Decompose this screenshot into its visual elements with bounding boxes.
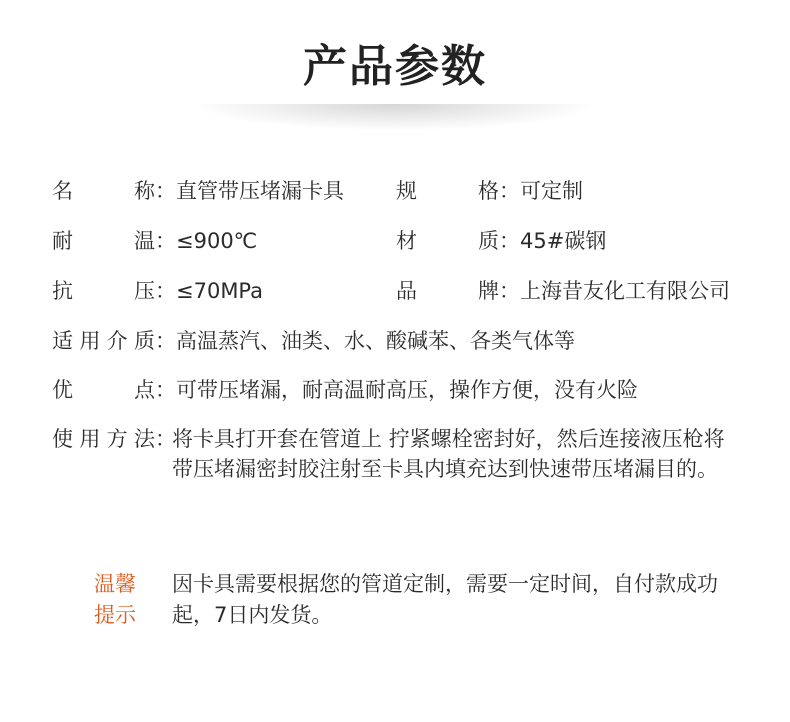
param-value: ≤70MPa: [176, 279, 264, 303]
param-value: 上海昔友化工有限公司: [520, 279, 730, 303]
param-row-spec: [396, 176, 583, 206]
param-label: 优点: [52, 378, 155, 402]
colon: ：: [499, 179, 520, 203]
colon: ：: [499, 279, 520, 303]
param-row-brand: [396, 276, 730, 306]
param-label: 材质: [396, 229, 499, 253]
param-value: 可带压堵漏，耐高温耐高压，操作方便，没有火险: [176, 378, 638, 402]
tip-label: 温馨提示: [94, 572, 136, 627]
param-row-material: [396, 226, 606, 256]
colon: ：: [155, 279, 176, 303]
usage-text: 将卡具打开套在管道上 拧紧螺栓密封好，然后连接液压枪将带压堵漏密封胶注射至卡具内填充达到快速带压堵漏目的。: [172, 427, 725, 481]
title-shadow-divider: [195, 104, 595, 130]
param-row-pressure: [52, 276, 263, 306]
param-label: 名称: [52, 179, 155, 203]
param-label: 适用介质: [52, 329, 155, 353]
colon: ：: [155, 378, 176, 402]
param-label: 品牌: [396, 279, 499, 303]
param-row-medium: [52, 326, 575, 356]
param-value: ≤900℃: [176, 229, 258, 253]
param-label: 耐温: [52, 229, 155, 253]
colon: ：: [155, 427, 176, 451]
param-row-name: [52, 176, 344, 206]
param-row-temperature: [52, 226, 257, 256]
tip-text: 因卡具需要根据您的管道定制，需要一定时间，自付款成功起，7日内发货。: [172, 572, 718, 627]
param-value: 直管带压堵漏卡具: [176, 179, 344, 203]
param-value: 45#碳钢: [520, 229, 607, 253]
colon: ：: [499, 229, 520, 253]
usage-label-wrap: [52, 424, 176, 454]
param-label: 使用方法: [52, 427, 155, 451]
param-value: 高温蒸汽、油类、水、酸碱苯、各类气体等: [176, 329, 575, 353]
page-title: 产品参数: [303, 41, 487, 92]
param-row-advantages: [52, 375, 638, 405]
param-value: 可定制: [520, 179, 583, 203]
colon: ：: [155, 329, 176, 353]
param-label: 规格: [396, 179, 499, 203]
colon: ：: [155, 179, 176, 203]
param-label: 抗压: [52, 279, 155, 303]
colon: ：: [155, 229, 176, 253]
